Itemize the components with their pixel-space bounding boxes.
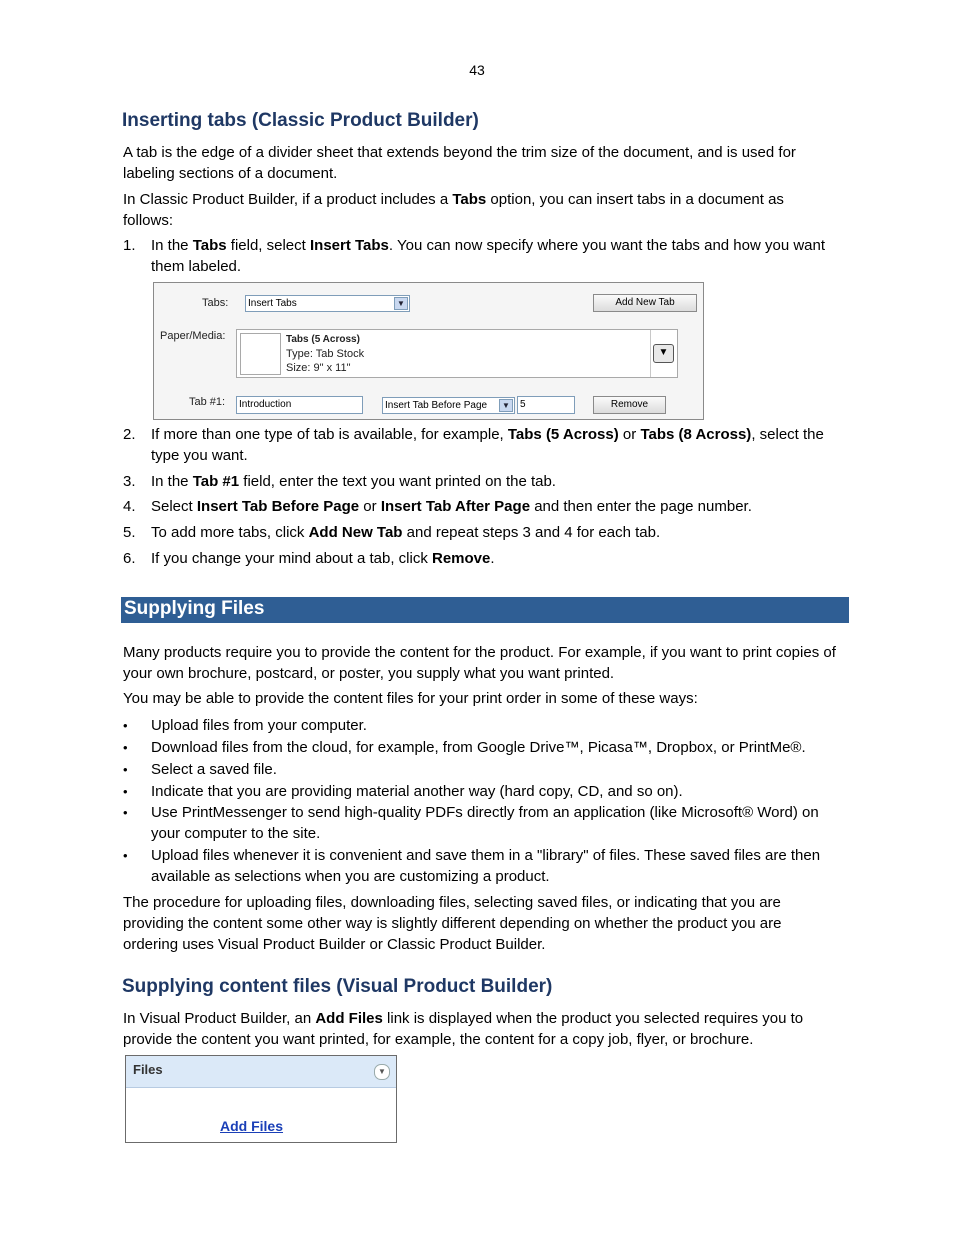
tab1-input[interactable]: Introduction	[236, 396, 363, 414]
heading-supplying-files: Supplying Files	[124, 598, 265, 619]
paper-media-label: Paper/Media:	[160, 330, 226, 342]
chevron-down-icon: ▼	[658, 347, 669, 358]
media-thumbnail	[240, 333, 281, 375]
page-number: 43	[469, 62, 485, 78]
remove-button[interactable]: Remove	[593, 396, 666, 414]
procedure-paragraph: The procedure for uploading files, downloading files, selecting saved files, or indicating that you are providing the content some other way is slightly different depending on whether the product you are ordering uses Visual Product Builder or Classic Product Builder.	[123, 894, 782, 953]
chevron-down-icon: ▼	[499, 399, 513, 412]
tabs-select[interactable]: Insert Tabs ▼	[245, 295, 410, 312]
paper-media-selector[interactable]	[236, 329, 678, 378]
chevron-down-icon: ▼	[394, 297, 408, 310]
media-size: Size: 9" x 11"	[286, 362, 351, 374]
content-intro-paragraph: Many products require you to provide the content for the product. For example, if you want to print copies of your own brochure, postcard, or poster, you supply what you want printed.	[123, 644, 836, 682]
files-widget-screenshot	[125, 1055, 397, 1143]
heading-supplying-content-files: Supplying content files (Visual Product Builder)	[122, 976, 553, 997]
tabs-label: Tabs:	[202, 297, 229, 309]
tab-position-select[interactable]: Insert Tab Before Page ▼	[382, 397, 515, 414]
tab1-label: Tab #1:	[189, 396, 226, 408]
supplying-files-banner	[121, 597, 849, 623]
ways-paragraph: You may be able to provide the content files for your print order in some of these ways:	[123, 690, 698, 707]
media-type: Type: Tab Stock	[286, 348, 365, 360]
chevron-down-icon[interactable]: ▼	[374, 1064, 390, 1080]
intro-paragraph: A tab is the edge of a divider sheet that extends beyond the trim size of the document, and is used for labeling sections of a document.	[123, 144, 796, 182]
files-panel-header[interactable]	[126, 1056, 396, 1088]
heading-inserting-tabs: Inserting tabs (Classic Product Builder)	[122, 110, 479, 131]
tabs-form-screenshot	[153, 282, 704, 420]
page-number-input[interactable]: 5	[517, 396, 575, 414]
add-files-paragraph: In Visual Product Builder, an Add Files link is displayed when the product you selected requires you to provide the content you want printed, for example, the content for a copy job, flyer, or brochure.	[123, 1010, 804, 1048]
add-files-link[interactable]: Add Files	[220, 1118, 284, 1134]
expand-media-button[interactable]	[653, 344, 674, 363]
media-name: Tabs (5 Across)	[286, 334, 360, 345]
tabs-option-paragraph: In Classic Product Builder, if a product includes a Tabs option, you can insert tabs in a document as follows:	[123, 191, 784, 229]
files-panel-title: Files	[133, 1062, 163, 1077]
add-new-tab-button[interactable]: Add New Tab	[593, 294, 697, 312]
